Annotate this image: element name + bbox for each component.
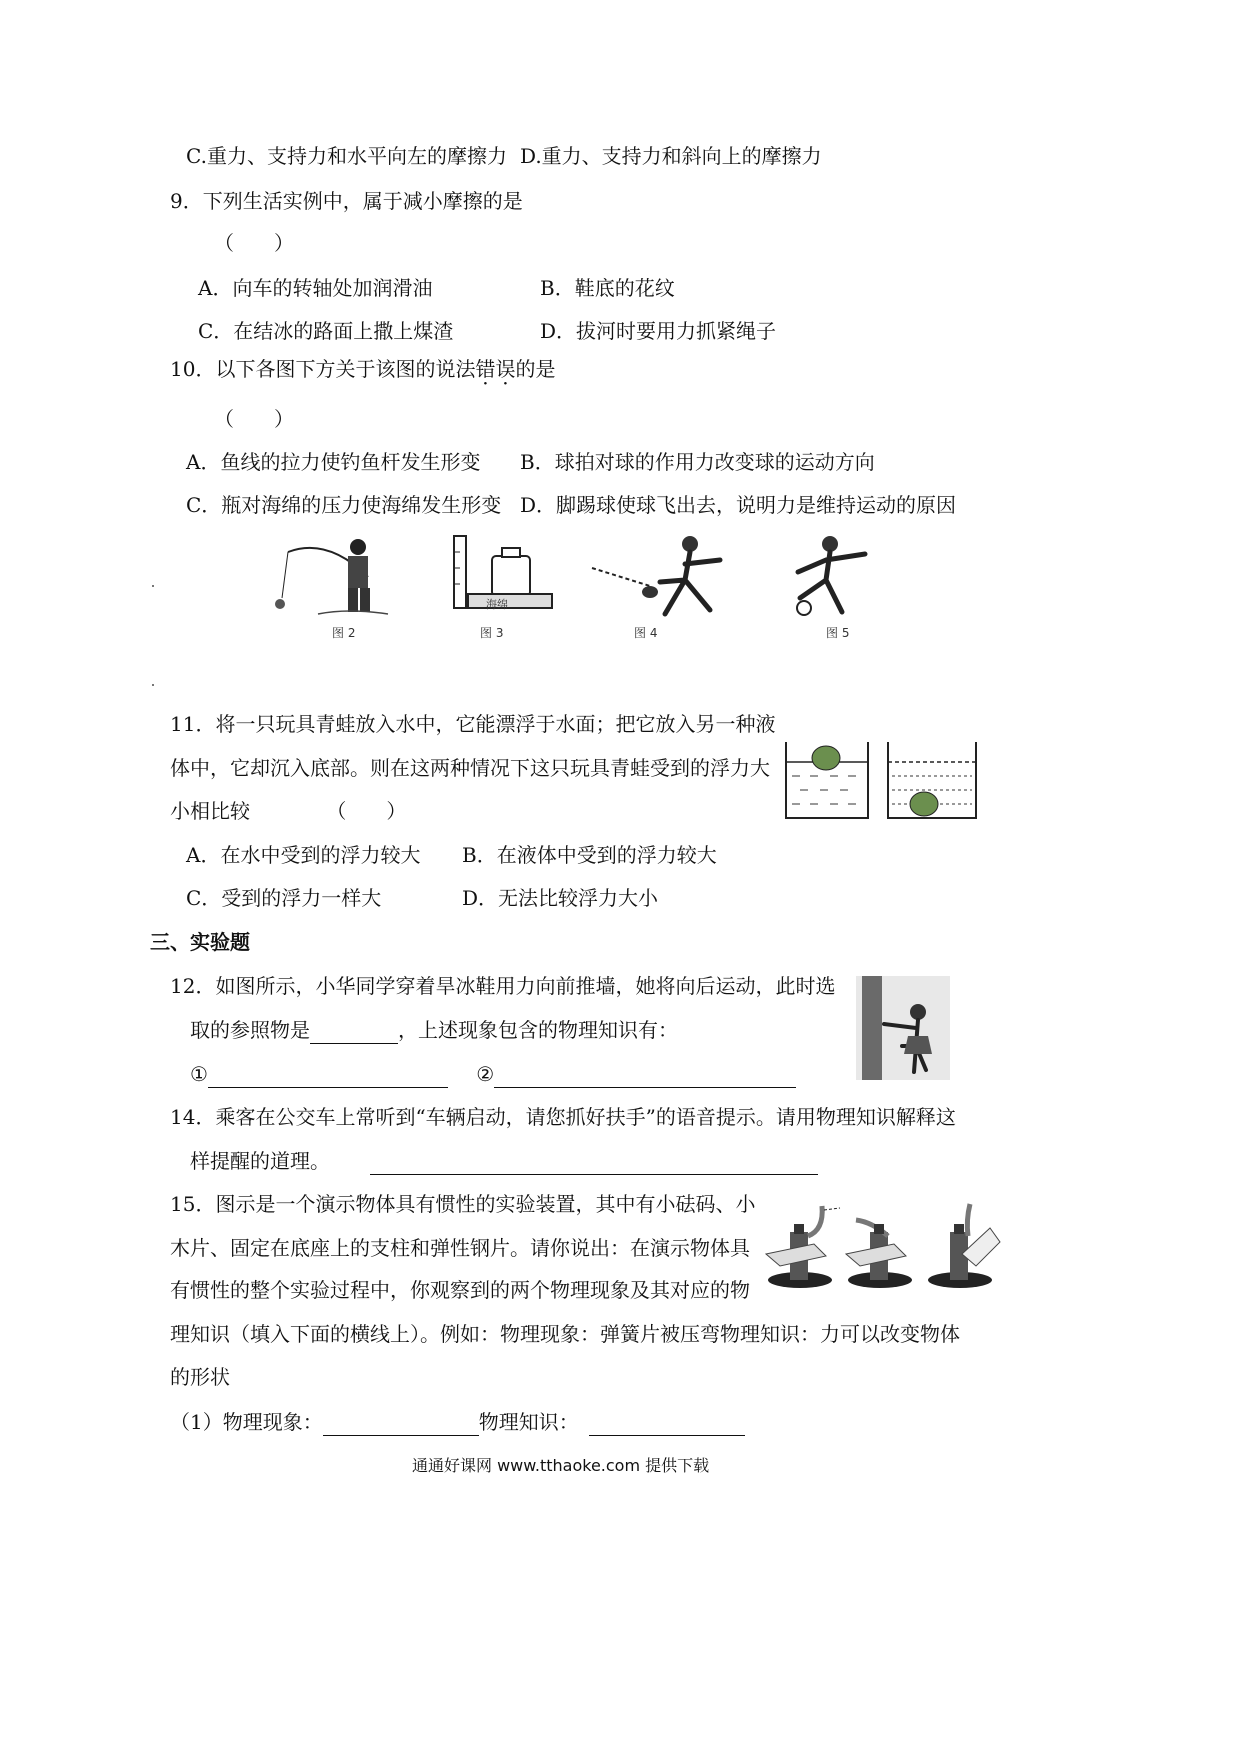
q10-emphasis-1: 错: [475, 357, 496, 381]
q14-line-2-text: 样提醒的道理。: [190, 1149, 330, 1173]
page-footer: 通通好课网 www.tthaoke.com 提供下载: [412, 1456, 710, 1475]
frog-beakers-figure: [780, 736, 980, 826]
q12-line-2-post: ，上述现象包含的物理知识有：: [398, 1018, 678, 1042]
scan-speck: [152, 684, 154, 686]
q15-line-2: 木片、固定在底座上的支柱和弹性钢片。请你说出：在演示物体具: [170, 1236, 750, 1260]
q11-line-2: 体中，它却沉入底部。则在这两种情况下这只玩具青蛙受到的浮力大: [170, 756, 770, 780]
q15-item-1-knowledge-label: 物理知识：: [478, 1410, 579, 1434]
q12-answer-blank-1[interactable]: [208, 1065, 448, 1088]
scan-speck: [152, 585, 154, 587]
q11-line-3-text: 小相比较: [170, 799, 250, 823]
q11-option-c: C．受到的浮力一样大: [186, 886, 382, 910]
q15-phenomenon-blank[interactable]: [323, 1413, 479, 1436]
q9-answer-paren: （ ）: [214, 231, 294, 255]
girl-pushing-wall-figure: [856, 976, 950, 1080]
q15-line-4: 理知识（填入下面的横线上）。例如：物理现象：弹簧片被压弯物理知识：力可以改变物体: [170, 1322, 960, 1346]
fig3-caption: 图 3: [480, 626, 504, 640]
inertia-apparatus-figure: [762, 1200, 1002, 1290]
q10-option-c: C．瓶对海绵的压力使海绵发生形变: [186, 493, 502, 517]
q10-option-b: B．球拍对球的作用力改变球的运动方向: [520, 450, 875, 474]
q15-item-1-phenomenon-label: （1）物理现象：: [170, 1410, 323, 1434]
q12-line-2: [190, 1016, 678, 1044]
fishing-figure: [268, 532, 418, 632]
section-3-heading: 三、实验题: [150, 930, 250, 954]
q15-line-1: 15．图示是一个演示物体具有惯性的实验装置，其中有小砝码、小: [170, 1192, 756, 1216]
q8-option-d: D.重力、支持力和斜向上的摩擦力: [520, 144, 822, 168]
q10-stem: [170, 355, 555, 383]
q15-line-3: 有惯性的整个实验过程中，你观察到的两个物理现象及其对应的物: [170, 1278, 750, 1302]
q11-option-d: D．无法比较浮力大小: [462, 886, 659, 910]
q10-option-d: D．脚踢球使球飞出去，说明力是维持运动的原因: [520, 493, 957, 517]
q9-stem: 9．下列生活实例中，属于减小摩擦的是: [170, 189, 523, 213]
tennis-figure: [590, 532, 740, 622]
soccer-figure: [770, 532, 890, 622]
q12-line-1: 12．如图所示，小华同学穿着旱冰鞋用力向前推墙，她将向后运动，此时选: [170, 974, 836, 998]
fig5-caption: 图 5: [826, 626, 850, 640]
q9-option-d: D．拔河时要用力抓紧绳子: [540, 319, 777, 343]
q14-answer-blank[interactable]: [370, 1152, 818, 1175]
sponge-label: 海绵: [486, 598, 508, 611]
q10-stem-post: 的是: [515, 357, 556, 381]
q9-option-c: C．在结冰的路面上撒上煤渣: [198, 319, 454, 343]
q12-mark-1: ①: [190, 1062, 208, 1086]
fig4-caption: 图 4: [634, 626, 658, 640]
fig2-caption: 图 2: [332, 626, 356, 640]
q10-answer-paren: （ ）: [214, 407, 294, 431]
q15-line-5: 的形状: [170, 1365, 230, 1389]
q12-answers: [190, 1060, 796, 1088]
q11-line-1: 11．将一只玩具青蛙放入水中，它能漂浮于水面；把它放入另一种液: [170, 712, 776, 736]
q14-line-1: 14．乘客在公交车上常听到“车辆启动，请您抓好扶手”的语音提示。请用物理知识解释这: [170, 1105, 956, 1129]
q14-line-2: [190, 1147, 818, 1175]
q11-option-a: A．在水中受到的浮力较大: [186, 843, 421, 867]
q12-answer-blank-2[interactable]: [494, 1065, 796, 1088]
q10-stem-pre: 10．以下各图下方关于该图的说法: [170, 357, 476, 381]
q12-reference-blank[interactable]: [310, 1021, 398, 1044]
q9-option-a: A．向车的转轴处加润滑油: [198, 276, 433, 300]
q10-option-a: A．鱼线的拉力使钓鱼杆发生形变: [186, 450, 481, 474]
q10-emphasis-2: 误: [495, 357, 516, 381]
q11-option-b: B．在液体中受到的浮力较大: [462, 843, 717, 867]
q9-option-b: B．鞋底的花纹: [540, 276, 675, 300]
q12-line-2-pre: 取的参照物是: [190, 1018, 310, 1042]
q11-line-3: [170, 797, 406, 825]
q12-mark-2: ②: [476, 1062, 495, 1086]
q8-option-c: C.重力、支持力和水平向左的摩擦力: [186, 144, 507, 168]
q15-knowledge-blank[interactable]: [589, 1413, 745, 1436]
q11-answer-paren: （ ）: [326, 799, 407, 823]
q15-item-1: [170, 1408, 745, 1436]
